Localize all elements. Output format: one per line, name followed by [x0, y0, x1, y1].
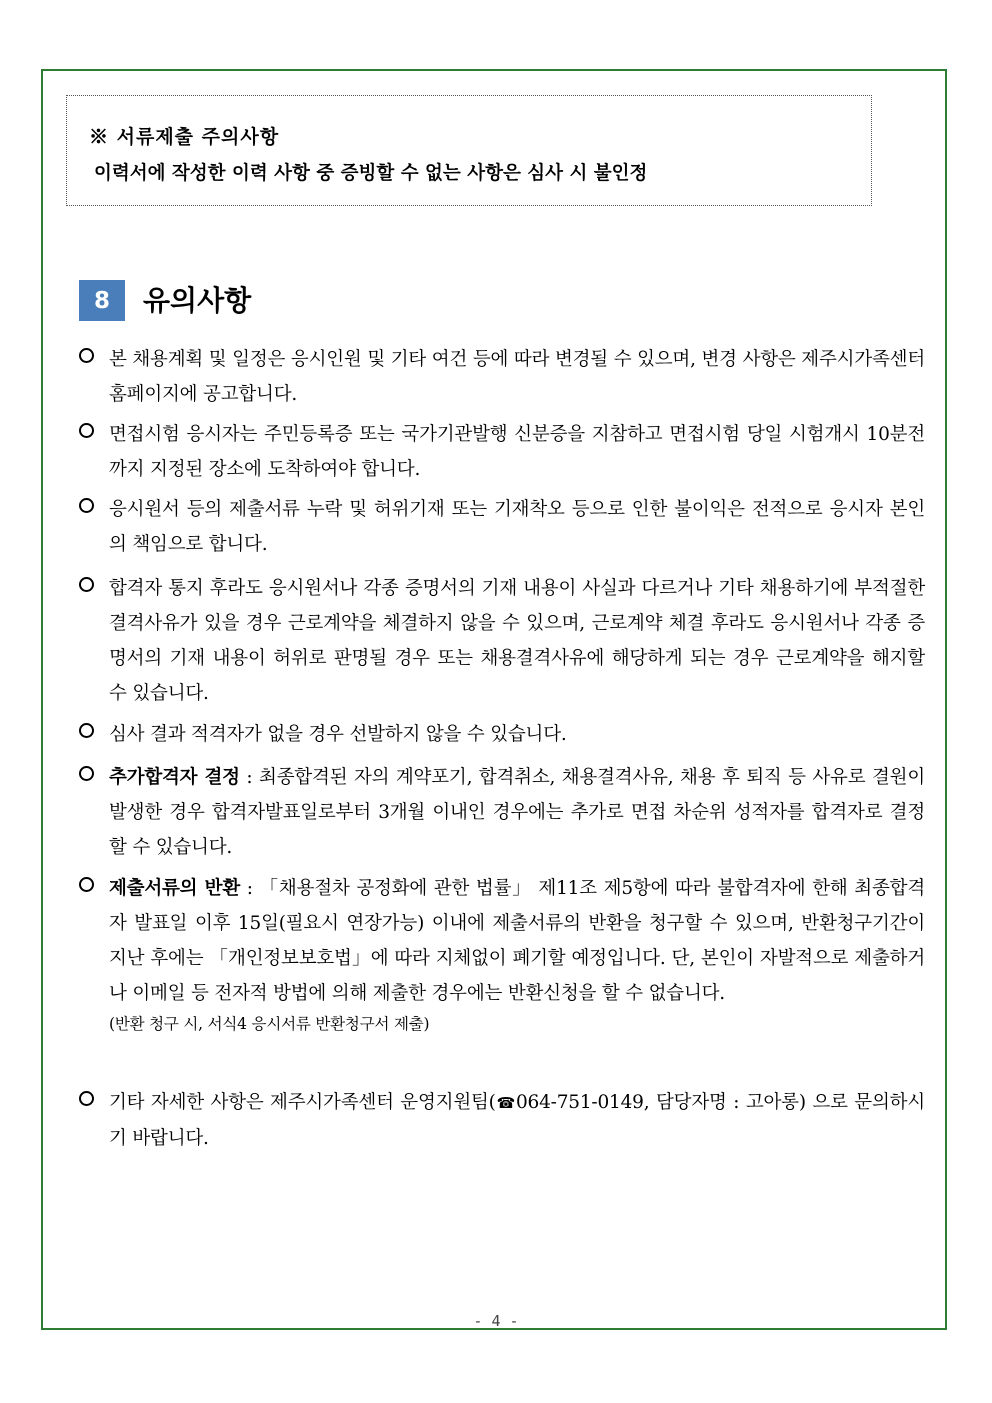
list-item	[79, 760, 925, 865]
list-item-text	[109, 760, 925, 865]
list-item-text: 심사 결과 적격자가 없을 경우 선발하지 않을 수 있습니다.	[109, 724, 567, 745]
section-number-badge: 8	[79, 280, 125, 321]
list-item-text	[109, 1085, 925, 1156]
circle-bullet-icon	[79, 723, 94, 738]
circle-bullet-icon	[79, 877, 94, 892]
notice-title: ※ 서류제출 주의사항	[89, 126, 280, 148]
notice-box	[66, 95, 872, 206]
list-item-body: : 「채용절차 공정화에 관한 법률」 제11조 제5항에 따라 불합격자에 한해 최종합격자 발표일 이후 15일(필요시 연장가능) 이내에 제출서류의 반환을 청구할 수 있으며, 반환청구기간이 지난 후에는 「개인정보보호법」에 따라 지체없이 폐기할 예정입니다. 단, 본인이 자발적으로 제출하거나 이메일 등 전자적 방법에 의해 제출한 경우에는 반환신청을 할 수 없습니다.	[109, 878, 925, 1004]
list-item-heading: 제출서류의 반환	[109, 878, 241, 899]
list-item-heading: 추가합격자 결정	[109, 767, 240, 788]
circle-bullet-icon	[79, 423, 94, 438]
circle-bullet-icon	[79, 766, 94, 781]
section-title: 유의사항	[143, 284, 252, 317]
list-item-body: 064-751-0149, 담당자명 : 고아롱) 으로 문의하시기 바랍니다.	[109, 1092, 925, 1149]
list-item-body: : 최종합격된 자의 계약포기, 합격취소, 채용결격사유, 채용 후 퇴직 등 사유로 결원이 발생한 경우 합격자발표일로부터 3개월 이내인 경우에는 추가로 면접 차순위 성적자를 합격자로 결정할 수 있습니다.	[109, 767, 925, 858]
list-item-text: 본 채용계획 및 일정은 응시인원 및 기타 여건 등에 따라 변경될 수 있으며, 변경 사항은 제주시가족센터 홈페이지에 공고합니다.	[109, 349, 925, 405]
circle-bullet-icon	[79, 577, 94, 592]
list-item	[79, 342, 925, 412]
phone-icon: ☎	[495, 1094, 516, 1112]
circle-bullet-icon	[79, 498, 94, 513]
list-item	[79, 571, 925, 711]
page-number: - 4 -	[473, 1312, 519, 1330]
notice-text: 이력서에 작성한 이력 사항 중 증빙할 수 없는 사항은 심사 시 불인정	[94, 163, 648, 184]
list-item-body: 기타 자세한 사항은 제주시가족센터 운영지원팀(	[109, 1092, 496, 1113]
circle-bullet-icon	[79, 348, 94, 363]
circle-bullet-icon	[79, 1091, 94, 1106]
list-item-text	[109, 871, 925, 1037]
list-item-text: 합격자 통지 후라도 응시원서나 각종 증명서의 기재 내용이 사실과 다르거나 기타 채용하기에 부적절한 결격사유가 있을 경우 근로계약을 체결하지 않을 수 있으며, 근로계약 체결 후라도 응시원서나 각종 증명서의 기재 내용이 허위로 판명될 경우 또는 채용결격사유에 해당하게 되는 경우 근로계약을 해지할 수 있습니다.	[109, 578, 925, 704]
list-item	[79, 1085, 925, 1156]
list-item-text: 면접시험 응시자는 주민등록증 또는 국가기관발행 신분증을 지참하고 면접시험 당일 시험개시 10분전까지 지정된 장소에 도착하여야 합니다.	[109, 424, 925, 480]
list-item	[79, 717, 925, 752]
list-item-text: 응시원서 등의 제출서류 누락 및 허위기재 또는 기재착오 등으로 인한 불이익은 전적으로 응시자 본인의 책임으로 합니다.	[109, 499, 925, 555]
list-item-note: (반환 청구 시, 서식4 응시서류 반환청구서 제출)	[109, 1015, 430, 1033]
list-item	[79, 871, 925, 1037]
list-item	[79, 492, 925, 562]
list-item	[79, 417, 925, 487]
